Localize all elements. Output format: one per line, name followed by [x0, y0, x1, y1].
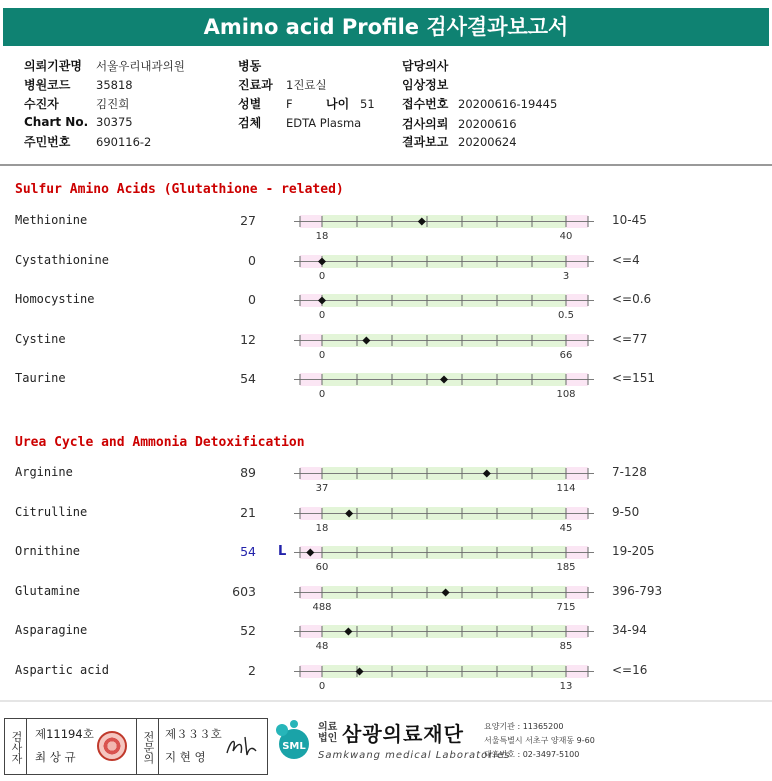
info-request-date: 검사의뢰 20200616 [402, 117, 517, 131]
signer-role-2: 전문의 [142, 730, 155, 764]
info-institution: 의뢰기관명 서울우리내과의원 [24, 59, 185, 73]
reference-range: 9-50 [612, 504, 640, 519]
range-bar [292, 464, 596, 496]
org-name: 삼광의료재단 [342, 722, 464, 746]
analyte-name: Aspartic acid [15, 662, 109, 677]
result-row [0, 292, 772, 332]
info-receipt-no: 접수번호 20200616-19445 [402, 97, 558, 111]
analyte-name: Taurine [15, 371, 66, 385]
info-ward: 병동 [238, 59, 262, 73]
analyte-name: Cystathionine [15, 252, 109, 267]
section-title-urea: Urea Cycle and Ammonia Detoxification [15, 435, 305, 450]
info-patient: 수진자 김진희 [24, 97, 130, 111]
result-value: 27 [240, 213, 256, 228]
result-value: 54 [240, 371, 256, 386]
range-bar [292, 331, 596, 363]
title-bar [0, 0, 772, 48]
analyte-name: Asparagine [15, 623, 88, 637]
reference-range: 396-793 [612, 583, 663, 598]
signer-license-1: 제11194호 [35, 727, 94, 741]
range-low-label: 60 [315, 562, 329, 573]
range-low-label: 0 [318, 310, 326, 321]
result-row [0, 505, 772, 545]
range-low-label: 37 [315, 483, 329, 494]
signer-role-1: 검사자 [10, 730, 23, 764]
info-doctor: 담당의사 [402, 59, 449, 73]
range-bar [292, 662, 596, 694]
result-row [0, 332, 772, 372]
info-clinical: 임상정보 [402, 78, 449, 92]
seal-stamp-icon [97, 731, 127, 761]
reference-range: <=151 [612, 371, 656, 385]
result-row [0, 371, 772, 411]
range-bar [292, 212, 596, 244]
range-high-label: 40 [559, 231, 573, 242]
analyte-name: Glutamine [15, 583, 81, 598]
reference-range: 10-45 [612, 213, 647, 227]
range-high-label: 114 [556, 483, 576, 494]
range-low-label: 48 [315, 641, 329, 652]
range-low-label: 488 [312, 601, 332, 613]
range-low-label: 0 [318, 680, 326, 692]
range-low-label: 18 [315, 522, 329, 534]
section-title-sulfur: Sulfur Amino Acids (Glutathione - related) [15, 182, 344, 197]
signer-name-1: 최 상 규 [35, 750, 76, 764]
range-bar [292, 370, 596, 402]
contact-line: 대표번호 : 02-3497-5100 [484, 750, 580, 759]
reference-range: 34-94 [612, 623, 647, 637]
range-low-label: 0 [318, 389, 326, 400]
signature-icon [223, 733, 259, 759]
range-high-label: 3 [562, 270, 570, 282]
reference-range: <=0.6 [612, 292, 652, 306]
info-resident-no: 주민번호 690116-2 [24, 135, 152, 149]
reference-range: 7-128 [612, 465, 647, 479]
info-report-date: 결과보고 20200624 [402, 135, 517, 149]
range-low-label: 18 [315, 231, 329, 242]
reference-range: 19-205 [612, 544, 655, 558]
range-bar [292, 291, 596, 323]
signer-license-2: 제３３３호 [165, 727, 222, 741]
analyte-name: Ornithine [15, 544, 81, 558]
patient-info [0, 48, 772, 166]
range-bar [292, 583, 596, 615]
result-value: 2 [248, 662, 256, 678]
result-value: 54 [240, 544, 256, 559]
result-value: 603 [232, 583, 256, 599]
reference-range: <=4 [612, 252, 640, 267]
analyte-name: Arginine [15, 465, 73, 479]
range-bar [292, 622, 596, 654]
org-contact [484, 720, 595, 762]
range-high-label: 45 [559, 522, 573, 534]
result-flag: L [278, 544, 287, 559]
range-bar [292, 543, 596, 575]
range-high-label: 0.5 [558, 310, 574, 321]
range-high-label: 715 [556, 601, 576, 613]
range-high-label: 13 [559, 680, 573, 692]
range-bar [292, 504, 596, 536]
range-low-label: 0 [318, 349, 326, 361]
contact-line: 요양기관 : 11365200 [484, 722, 564, 731]
range-low-label: 0 [318, 270, 326, 282]
range-high-label: 185 [556, 562, 576, 573]
info-sex: 성별 F [238, 97, 293, 111]
analyte-name: Methionine [15, 213, 88, 227]
result-value: 0 [248, 292, 256, 307]
info-specimen: 검체 EDTA Plasma [238, 116, 362, 130]
range-high-label: 108 [556, 389, 576, 400]
result-row [0, 213, 772, 253]
result-row [0, 253, 772, 293]
analyte-name: Homocystine [15, 292, 95, 306]
info-age: 나이 51 [326, 97, 375, 111]
result-row [0, 544, 772, 584]
sml-logo-icon [272, 718, 312, 762]
report-footer [0, 700, 772, 781]
info-chart-no: Chart No. 30375 [24, 115, 133, 129]
org-prefix: 의료법인 [318, 722, 338, 744]
reference-range: <=77 [612, 331, 648, 346]
info-department: 진료과 1진료실 [238, 78, 327, 92]
reference-range: <=16 [612, 662, 648, 677]
result-row [0, 623, 772, 663]
signer-name-2: 지 현 영 [165, 750, 206, 764]
result-value: 52 [240, 623, 256, 638]
result-row [0, 584, 772, 624]
analyte-name: Cystine [15, 331, 66, 346]
range-high-label: 66 [559, 349, 573, 361]
analyte-name: Citrulline [15, 504, 88, 519]
result-value: 0 [248, 252, 256, 268]
range-high-label: 85 [559, 641, 573, 652]
info-hospital-code: 병원코드 35818 [24, 78, 133, 92]
signature-box [4, 718, 268, 775]
contact-line: 서울특별시 서초구 양재동 9-60 [484, 736, 595, 745]
result-row [0, 663, 772, 703]
sml-logo-text: SML [282, 741, 306, 752]
result-row [0, 465, 772, 505]
result-value: 21 [240, 504, 256, 520]
result-value: 12 [240, 331, 256, 347]
org-english-name: Samkwang medical Laboratories [318, 750, 511, 761]
report-title: Amino acid Profile 검사결과보고서 [3, 8, 769, 46]
range-bar [292, 252, 596, 284]
result-value: 89 [240, 465, 256, 480]
